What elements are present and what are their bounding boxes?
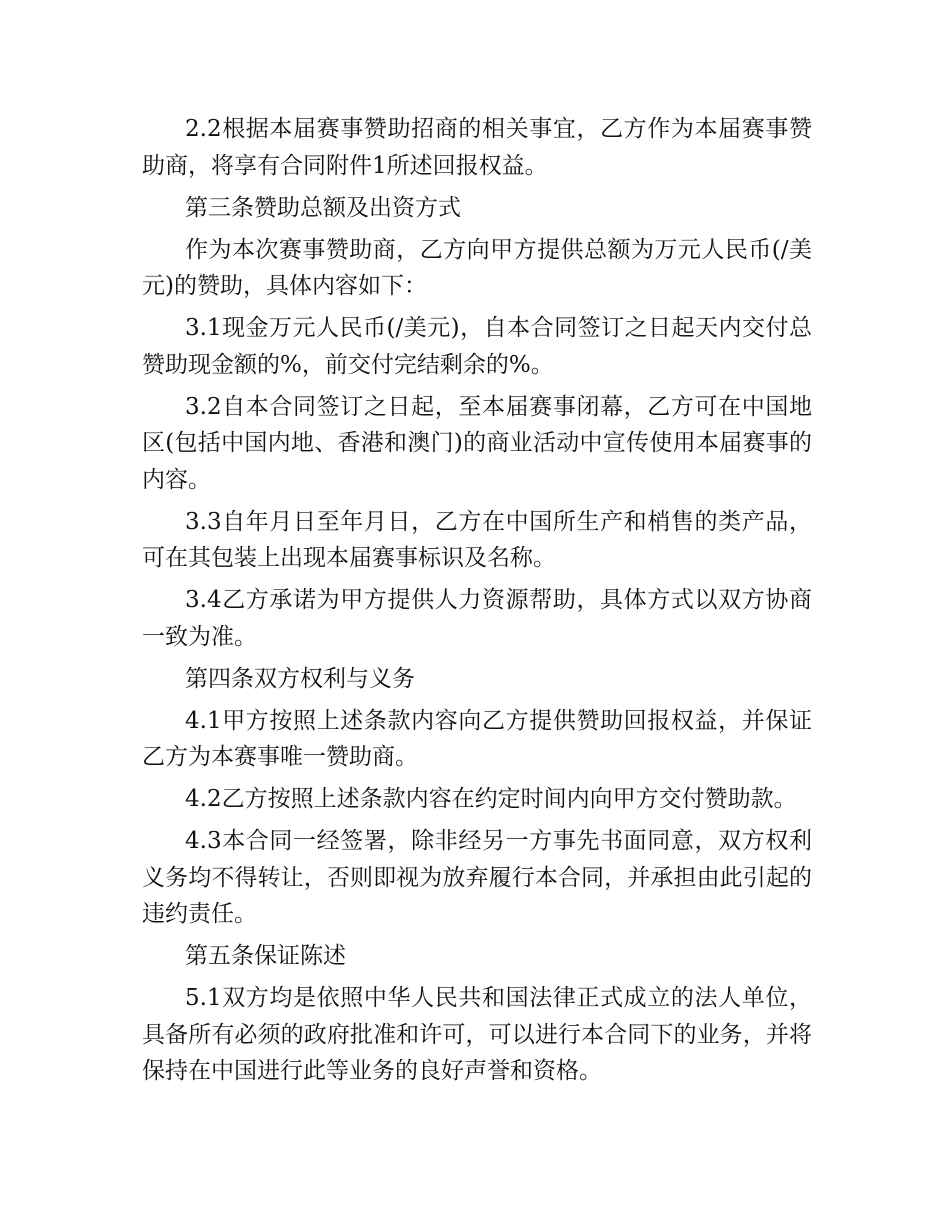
article-3-heading: 第三条赞助总额及出资方式	[185, 194, 461, 221]
clause-4-1: 4.1甲方按照上述条款内容向乙方提供赞助回报权益，并保证乙方为本赛事唯一赞助商。	[142, 707, 812, 770]
clause-4-3: 4.3本合同一经签署，除非经另一方事先书面同意，双方权利义务均不得转让，否则即视为放弃履行本合同，并承担由此引起的违约责任。	[142, 828, 812, 927]
article-4-heading: 第四条双方权利与义务	[185, 665, 415, 692]
clause-3-1: 3.1现金万元人民币(/美元)，自本合同签订之日起天内交付总赞助现金额的%，前交付完结剩余的%。	[142, 315, 812, 378]
clause-3-3: 3.3自年月日至年月日，乙方在中国所生产和梢售的类产品，可在其包装上出现本届赛事标识及名称。	[142, 508, 812, 571]
clause-5-1: 5.1双方均是依照中华人民共和国法律正式成立的法人单位，具备所有必须的政府批准和许可，可以进行本合同下的业务，并将保持在中国进行此等业务的良好声誉和资格。	[142, 985, 812, 1084]
clause-4-2: 4.2乙方按照上述条款内容在约定时间内向甲方交付赞助款。	[185, 786, 797, 812]
article-3-intro: 作为本次赛事赞助商，乙方向甲方提供总额为万元人民币(/美元)的赞助，具体内容如下：	[142, 236, 812, 299]
article-5-heading: 第五条保证陈述	[185, 943, 346, 969]
clause-3-2: 3.2自本合同签订之日起，至本届赛事闭幕，乙方可在中国地区(包括中国内地、香港和澳门)的商业活动中宣传使用本届赛事的内容。	[142, 393, 812, 493]
clause-3-4: 3.4乙方承诺为甲方提供人力资源帮助，具体方式以双方协商一致为准。	[142, 587, 812, 650]
clause-2-2: 2.2根据本届赛事赞助招商的相关事宜，乙方作为本届赛事赞助商，将享有合同附件1所述回报权益。	[142, 116, 812, 179]
document-body	[142, 111, 812, 1095]
